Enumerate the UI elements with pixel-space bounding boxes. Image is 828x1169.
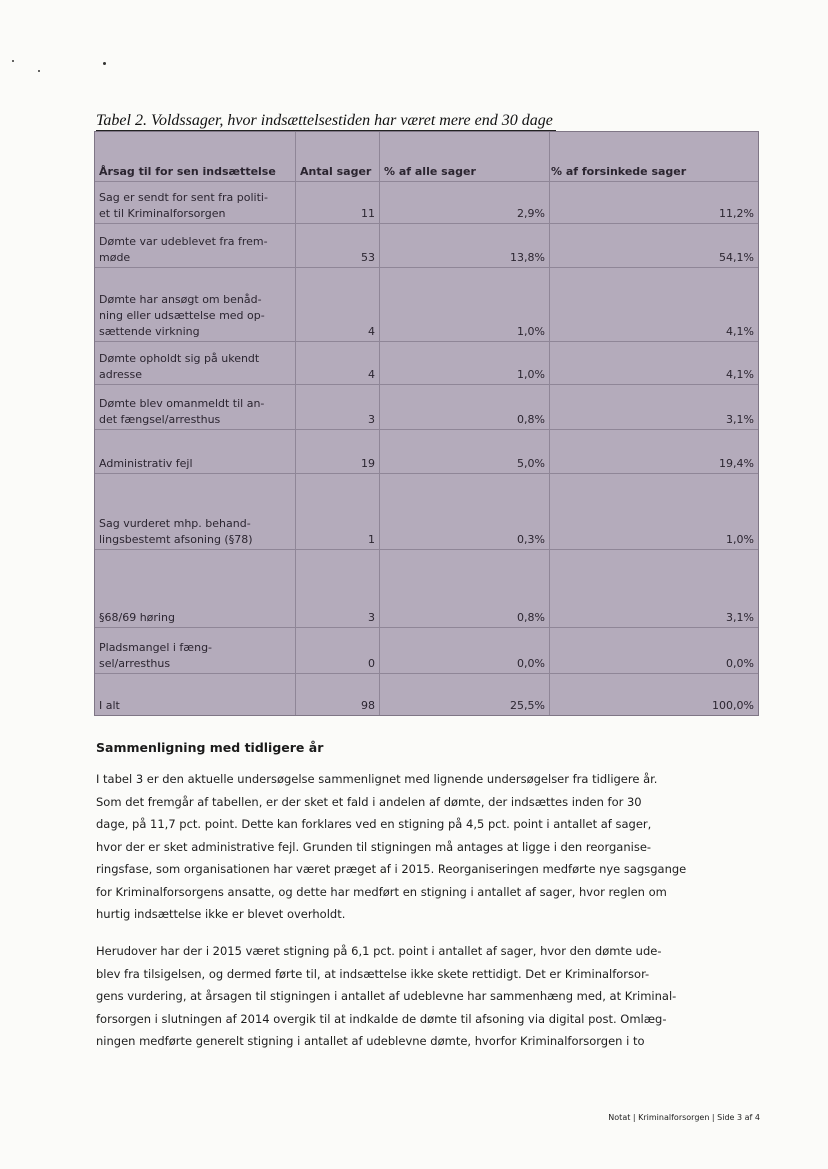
cause-cell: Dømte har ansøgt om benåd- ning eller udsættelse med op- sættende virkning	[95, 268, 296, 341]
total-count-cell: 98	[296, 674, 380, 715]
table-row	[95, 341, 758, 384]
cause-cell: §68/69 høring	[95, 550, 296, 627]
pct-delayed-cell: 0,0%	[726, 657, 754, 670]
pct-all-cell: 5,0%	[380, 430, 550, 473]
table-row	[95, 473, 758, 549]
pct-all-cell: 0,0%	[380, 628, 550, 673]
text-line: Som det fremgår af tabellen, er der sket et fald i andelen af dømte, der indsættes inden for 30	[96, 794, 642, 809]
header-count: Antal sager	[296, 132, 380, 181]
cause-cell: Pladsmangel i fæng- sel/arresthus	[95, 628, 296, 673]
pct-delayed-cell: 4,1%	[726, 368, 754, 381]
text-line: Herudover har der i 2015 været stigning på 6,1 pct. point i antallet af sager, hvor den dømte ude-	[96, 944, 662, 958]
table-row	[95, 627, 758, 673]
cause-cell: Administrativ fejl	[95, 430, 296, 473]
table-header-row	[95, 132, 758, 181]
text-line: gens vurdering, at årsagen til stigningen i antallet af udeblevne har sammenhæng med, at Kriminal-	[96, 989, 677, 1003]
table-total-row	[95, 673, 758, 715]
pct-all-cell: 1,0%	[380, 342, 550, 384]
text-line: ringsfase, som organisationen har været præget af i 2015. Reorganiseringen medførte nye sagsgange	[96, 862, 687, 876]
scan-dot	[12, 60, 14, 62]
violence-cases-table	[94, 131, 759, 716]
pct-all-cell: 1,0%	[380, 268, 550, 341]
header-cause: Årsag til for sen indsættelse	[95, 132, 296, 181]
table-row	[95, 267, 758, 341]
table-caption: Tabel 2. Voldssager, hvor indsættelsestiden har været mere end 30 dage	[96, 112, 553, 129]
pct-all-cell: 2,9%	[380, 182, 550, 223]
pct-delayed-cell: 1,0%	[726, 533, 754, 546]
pct-delayed-cell: 3,1%	[726, 611, 754, 624]
cause-cell: Sag er sendt for sent fra politi- et til Kriminalforsorgen	[95, 182, 296, 223]
text-line: I tabel 3 er den aktuelle undersøgelse sammenlignet med lignende undersøgelser fra tidligere år.	[96, 772, 658, 786]
paragraph-increase	[96, 940, 716, 1053]
cause-cell: Dømte var udeblevet fra frem- møde	[95, 224, 296, 267]
cause-cell: Dømte blev omanmeldt til an- det fængsel/arresthus	[95, 385, 296, 429]
count-cell: 19	[296, 430, 380, 473]
count-cell: 0	[296, 628, 380, 673]
pct-delayed-cell: 3,1%	[726, 413, 754, 426]
count-cell: 11	[296, 182, 380, 223]
header-pct-all: % af alle sager	[380, 132, 550, 181]
count-cell: 3	[296, 550, 380, 627]
text-line: ningen medførte generelt stigning i antallet af udeblevne dømte, hvorfor Kriminalforsorgen i to	[96, 1034, 645, 1048]
cause-cell: Dømte opholdt sig på ukendt adresse	[95, 342, 296, 384]
scan-dot	[38, 70, 40, 72]
table-row	[95, 223, 758, 267]
pct-delayed-cell: 4,1%	[726, 325, 754, 338]
count-cell: 4	[296, 268, 380, 341]
cause-cell: Sag vurderet mhp. behand- lingsbestemt afsoning (§78)	[95, 474, 296, 549]
count-cell: 53	[296, 224, 380, 267]
pct-delayed-cell: 54,1%	[719, 251, 754, 264]
pct-all-cell: 0,8%	[380, 550, 550, 627]
table-row	[95, 181, 758, 223]
pct-all-cell: 0,3%	[380, 474, 550, 549]
pct-all-cell: 13,8%	[380, 224, 550, 267]
text-line: hurtig indsættelse ikke er blevet overholdt.	[96, 907, 346, 921]
pct-all-cell: 0,8%	[380, 385, 550, 429]
total-pct-delayed-cell: 100,0%	[712, 699, 754, 712]
table-row	[95, 549, 758, 627]
paragraph-comparison	[96, 768, 716, 926]
scan-dot	[103, 62, 106, 65]
page-footer: Notat | Kriminalforsorgen | Side 3 af 4	[608, 1113, 760, 1122]
pct-delayed-cell: 19,4%	[719, 457, 754, 470]
table-row	[95, 384, 758, 429]
pct-delayed-cell: 11,2%	[719, 207, 754, 220]
count-cell: 1	[296, 474, 380, 549]
text-line: hvor der er sket administrative fejl. Grunden til stigningen må antages at ligge i den reorganise-	[96, 839, 652, 854]
total-label-cell: I alt	[95, 674, 296, 715]
text-line: blev fra tilsigelsen, og dermed førte til, at indsættelse ikke skete rettidigt. Det er Kriminalforsor-	[96, 966, 650, 981]
text-line: forsorgen i slutningen af 2014 overgik til at indkalde de dømte til afsoning via digital post. Omlæg-	[96, 1011, 667, 1026]
count-cell: 3	[296, 385, 380, 429]
count-cell: 4	[296, 342, 380, 384]
text-line: for Kriminalforsorgens ansatte, og dette har medført en stigning i antallet af sager, hvor reglen om	[96, 884, 667, 899]
header-pct-delayed: % af forsinkede sager	[551, 165, 687, 178]
total-pct-all-cell: 25,5%	[380, 674, 550, 715]
section-heading: Sammenligning med tidligere år	[96, 740, 324, 755]
table-row	[95, 429, 758, 473]
text-line: dage, på 11,7 pct. point. Dette kan forklares ved en stigning på 4,5 pct. point i antallet af sager,	[96, 817, 652, 831]
